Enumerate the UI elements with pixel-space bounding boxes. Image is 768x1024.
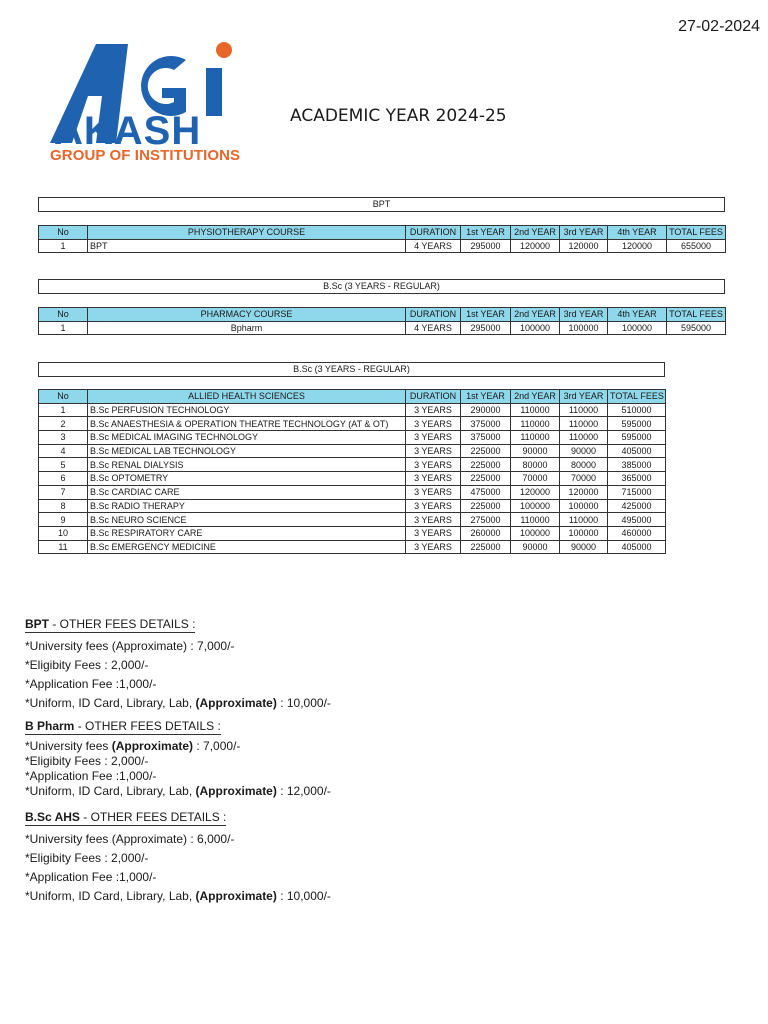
bpt-other-fees	[25, 617, 331, 713]
table-cell: 365000	[608, 472, 666, 486]
column-header: 1st YEAR	[461, 390, 511, 404]
table-cell: 225000	[461, 540, 511, 554]
table-row	[39, 458, 666, 472]
table-row	[39, 485, 666, 499]
pharmacy-fee-table	[38, 307, 726, 335]
table-row	[39, 444, 666, 458]
column-header: PHYSIOTHERAPY COURSE	[88, 226, 406, 240]
table-cell: 1	[39, 321, 88, 335]
table-cell: 295000	[461, 321, 511, 335]
table-cell: 225000	[461, 444, 511, 458]
table-cell: 10	[39, 526, 88, 540]
table-cell: 90000	[560, 540, 608, 554]
column-header: DURATION	[406, 308, 461, 322]
column-header: No	[39, 390, 88, 404]
table-cell: 3 YEARS	[406, 458, 461, 472]
column-header: TOTAL FEES	[608, 390, 666, 404]
column-header: 2nd YEAR	[511, 308, 560, 322]
table-cell: 100000	[511, 526, 560, 540]
table-cell: 110000	[560, 431, 608, 445]
column-header: 1st YEAR	[461, 226, 511, 240]
table-cell: 495000	[608, 513, 666, 527]
table-cell: 3 YEARS	[406, 499, 461, 513]
column-header: PHARMACY COURSE	[88, 308, 406, 322]
table-cell: 100000	[560, 526, 608, 540]
table-cell: 3 YEARS	[406, 444, 461, 458]
column-header: No	[39, 308, 88, 322]
table-cell: 4 YEARS	[406, 321, 461, 335]
table-header-row	[39, 308, 726, 322]
table-cell: 120000	[511, 485, 560, 499]
table-cell: B.Sc RENAL DIALYSIS	[88, 458, 406, 472]
logo-g-mark	[141, 56, 186, 116]
fee-line: *Uniform, ID Card, Library, Lab, (Approximate) : 10,000/-	[25, 696, 331, 710]
table-cell: Bpharm	[88, 321, 406, 335]
table-cell: 70000	[511, 472, 560, 486]
ahs-fee-table	[38, 389, 666, 554]
table-cell: 655000	[667, 239, 726, 253]
table-cell: 225000	[461, 472, 511, 486]
table-cell: 9	[39, 513, 88, 527]
table-cell: 3 YEARS	[406, 431, 461, 445]
table-cell: 100000	[560, 499, 608, 513]
fees-section-heading: BPT - OTHER FEES DETAILS :	[25, 617, 196, 631]
table-cell: 120000	[560, 239, 608, 253]
table-header-row	[39, 226, 726, 240]
column-header: 2nd YEAR	[511, 226, 560, 240]
table-cell: B.Sc EMERGENCY MEDICINE	[88, 540, 406, 554]
table-cell: 110000	[511, 513, 560, 527]
table-cell: 3 YEARS	[406, 540, 461, 554]
table-cell: 120000	[511, 239, 560, 253]
table-cell: 11	[39, 540, 88, 554]
table-cell: 3 YEARS	[406, 526, 461, 540]
table-cell: 290000	[461, 403, 511, 417]
column-header: 2nd YEAR	[511, 390, 560, 404]
column-header: 3rd YEAR	[560, 390, 608, 404]
table-cell: 100000	[511, 321, 560, 335]
table-cell: B.Sc CARDIAC CARE	[88, 485, 406, 499]
table-cell: 110000	[560, 513, 608, 527]
table-cell: 90000	[560, 444, 608, 458]
table-cell: 3 YEARS	[406, 485, 461, 499]
table-cell: 70000	[560, 472, 608, 486]
bpharm-other-fees	[25, 719, 331, 799]
table-cell: 510000	[608, 403, 666, 417]
table-cell: 80000	[560, 458, 608, 472]
column-header: TOTAL FEES	[667, 226, 726, 240]
table-cell: 4 YEARS	[406, 239, 461, 253]
logo-orange-dot	[216, 42, 232, 58]
table-cell: 100000	[560, 321, 608, 335]
fees-section-heading: B.Sc AHS - OTHER FEES DETAILS :	[25, 810, 227, 824]
fee-line: *University fees (Approximate) : 7,000/-	[25, 739, 241, 753]
table-cell: 80000	[511, 458, 560, 472]
document-date: 27-02-2024	[678, 18, 760, 35]
table-cell: 120000	[608, 239, 667, 253]
table-cell: 3 YEARS	[406, 472, 461, 486]
table-cell: 225000	[461, 458, 511, 472]
table-cell: 110000	[560, 403, 608, 417]
table-cell: 375000	[461, 431, 511, 445]
academic-year-heading: ACADEMIC YEAR 2024-25	[290, 106, 507, 126]
table-cell: 1	[39, 403, 88, 417]
table-cell: B.Sc RADIO THERAPY	[88, 499, 406, 513]
column-header: No	[39, 226, 88, 240]
table-cell: 8	[39, 499, 88, 513]
table-cell: B.Sc ANAESTHESIA & OPERATION THEATRE TECHNOLOGY (AT & OT)	[88, 417, 406, 431]
table-cell: 405000	[608, 444, 666, 458]
table-cell: 405000	[608, 540, 666, 554]
table-cell: B.Sc NEURO SCIENCE	[88, 513, 406, 527]
table-header-row	[39, 390, 666, 404]
table-cell: 275000	[461, 513, 511, 527]
table-row	[39, 403, 666, 417]
table-row	[39, 499, 666, 513]
column-header: 4th YEAR	[608, 226, 667, 240]
table-cell: B.Sc PERFUSION TECHNOLOGY	[88, 403, 406, 417]
column-header: 4th YEAR	[608, 308, 667, 322]
table-cell: 3	[39, 431, 88, 445]
table-row	[39, 321, 726, 335]
table-cell: 100000	[608, 321, 667, 335]
table-cell: B.Sc MEDICAL IMAGING TECHNOLOGY	[88, 431, 406, 445]
fee-line: *University fees (Approximate) : 6,000/-	[25, 832, 235, 846]
table-cell: 225000	[461, 499, 511, 513]
table-row	[39, 431, 666, 445]
table-cell: 460000	[608, 526, 666, 540]
table-cell: 90000	[511, 444, 560, 458]
table-cell: 260000	[461, 526, 511, 540]
fees-section-heading: B Pharm - OTHER FEES DETAILS :	[25, 719, 221, 733]
bsc-ahs-other-fees	[25, 810, 331, 906]
table-row	[39, 526, 666, 540]
column-header: 3rd YEAR	[560, 226, 608, 240]
table-row	[39, 417, 666, 431]
table-cell: 110000	[511, 403, 560, 417]
fee-line: *Eligibity Fees : 2,000/-	[25, 658, 149, 672]
table-cell: 425000	[608, 499, 666, 513]
table-row	[39, 540, 666, 554]
table-cell: 110000	[511, 431, 560, 445]
table-cell: 595000	[608, 417, 666, 431]
column-header: DURATION	[406, 226, 461, 240]
table-cell: 4	[39, 444, 88, 458]
table-cell: 595000	[608, 431, 666, 445]
fee-line: *Uniform, ID Card, Library, Lab, (Approximate) : 12,000/-	[25, 784, 331, 798]
logo-name: AKASH	[54, 109, 202, 153]
bpt-table-title: BPT	[38, 197, 725, 212]
table-cell: 100000	[511, 499, 560, 513]
table-cell: 6	[39, 472, 88, 486]
table-cell: 595000	[667, 321, 726, 335]
table-cell: 295000	[461, 239, 511, 253]
table-cell: 120000	[560, 485, 608, 499]
table-cell: 2	[39, 417, 88, 431]
table-cell: 110000	[511, 417, 560, 431]
fee-line: *Application Fee :1,000/-	[25, 769, 157, 783]
table-cell: 90000	[511, 540, 560, 554]
table-cell: 1	[39, 239, 88, 253]
table-cell: 715000	[608, 485, 666, 499]
table-cell: 475000	[461, 485, 511, 499]
column-header: 1st YEAR	[461, 308, 511, 322]
column-header: ALLIED HEALTH SCIENCES	[88, 390, 406, 404]
table-cell: BPT	[88, 239, 406, 253]
table-cell: 3 YEARS	[406, 403, 461, 417]
table-row	[39, 513, 666, 527]
table-cell: 385000	[608, 458, 666, 472]
fee-line: *Eligibity Fees : 2,000/-	[25, 754, 149, 768]
table-cell: 5	[39, 458, 88, 472]
ahs-table-title: B.Sc (3 YEARS - REGULAR)	[38, 362, 665, 377]
logo-i-mark	[206, 68, 222, 116]
logo-subtitle: GROUP OF INSTITUTIONS	[50, 147, 241, 164]
table-cell: 375000	[461, 417, 511, 431]
table-cell: 3 YEARS	[406, 417, 461, 431]
fee-line: *University fees (Approximate) : 7,000/-	[25, 639, 235, 653]
fee-line: *Uniform, ID Card, Library, Lab, (Approximate) : 10,000/-	[25, 889, 331, 903]
column-header: TOTAL FEES	[667, 308, 726, 322]
pharmacy-table-title: B.Sc (3 YEARS - REGULAR)	[38, 279, 725, 294]
table-row	[39, 472, 666, 486]
table-cell: B.Sc OPTOMETRY	[88, 472, 406, 486]
table-cell: B.Sc RESPIRATORY CARE	[88, 526, 406, 540]
table-cell: 7	[39, 485, 88, 499]
table-row	[39, 239, 726, 253]
column-header: 3rd YEAR	[560, 308, 608, 322]
column-header: DURATION	[406, 390, 461, 404]
table-cell: 110000	[560, 417, 608, 431]
bpt-fee-table	[38, 225, 726, 253]
fee-line: *Eligibity Fees : 2,000/-	[25, 851, 149, 865]
fee-line: *Application Fee :1,000/-	[25, 870, 157, 884]
fee-line: *Application Fee :1,000/-	[25, 677, 157, 691]
table-cell: B.Sc MEDICAL LAB TECHNOLOGY	[88, 444, 406, 458]
table-cell: 3 YEARS	[406, 513, 461, 527]
